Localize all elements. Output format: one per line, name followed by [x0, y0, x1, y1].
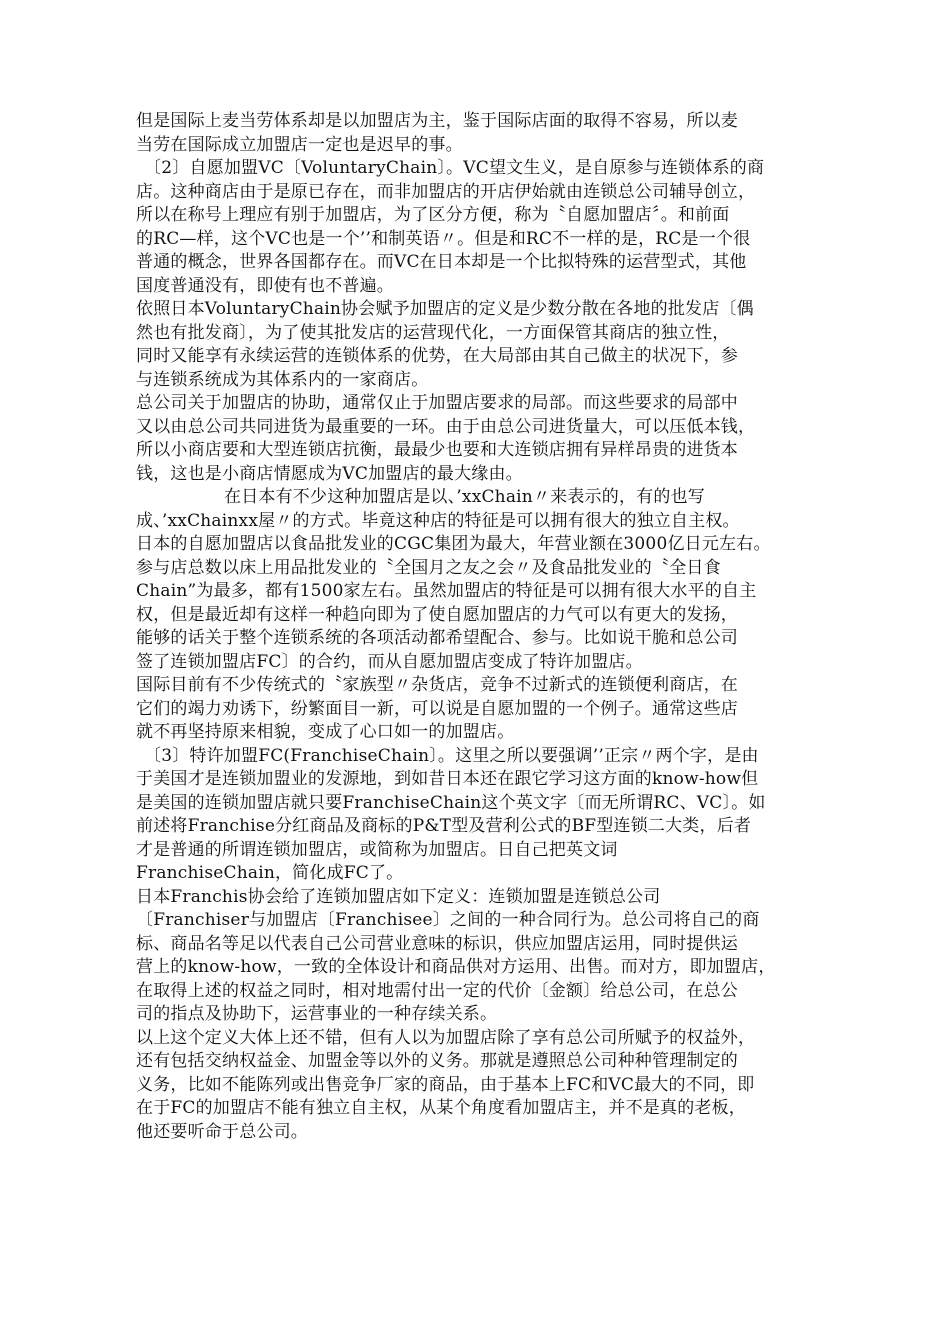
- text-line: 与连锁系统成为其体系内的一家商店。: [136, 369, 429, 390]
- text-line: 以上这个定义大体上还不错，但有人以为加盟店除了享有总公司所赋予的权益外，: [136, 1027, 756, 1048]
- text-line: 是美国的连锁加盟店就只要FranchiseChain这个英文字〔而无所谓RC、VC〕。如: [136, 792, 766, 813]
- text-line: 它们的竭力劝诱下，纷繁面目一新，可以说是自愿加盟的一个例子。通常这些店: [136, 698, 738, 719]
- text-line: 当劳在国际成立加盟店一定也是迟早的事。: [136, 134, 463, 155]
- text-line: 钱，这也是小商店情愿成为VC加盟店的最大缘由。: [136, 463, 523, 484]
- text-line: 参与店总数以床上用品批发业的〝全国月之友之会〃及食品批发业的〝全日食: [136, 557, 721, 578]
- text-line: 依照日本VoluntaryChain协会赋予加盟店的定义是少数分散在各地的批发店〔偶: [136, 299, 754, 319]
- text-line: 国度普通没有，即使有也不普遍。: [136, 275, 394, 296]
- text-line: 〔2〕自愿加盟VC〔VoluntaryChain〕。VC望文生义，是自原参与连锁体系的商: [144, 158, 765, 178]
- text-line: 标、商品名等足以代表自己公司营业意味的标识，供应加盟店运用，同时提供运: [136, 933, 738, 954]
- text-line: 〔Franchiser与加盟店〔Franchisee〕之间的一种合同行为。总公司将自己的商: [136, 910, 760, 930]
- text-line: 国际目前有不少传统式的〝家族型〃杂货店，竞争不过新式的连锁便利商店，在: [136, 675, 738, 695]
- text-line: 日本Franchis协会给了连锁加盟店如下定义：连锁加盟是连锁总公司: [136, 886, 661, 907]
- text-line: 又以由总公司共同进货为最重要的一环。由于由总公司进货量大，可以压低本钱，: [136, 416, 756, 437]
- text-line: 在于FC的加盟店不能有独立自主权，从某个角度看加盟店主，并不是真的老板，: [136, 1098, 747, 1118]
- text-line: 的RC—样，这个VC也是一个’’和制英语〃。但是和RC不一样的是，RC是一个很: [136, 228, 751, 249]
- text-line: 能够的话关于整个连锁系统的各项活动都希望配合、参与。比如说干脆和总公司: [136, 628, 738, 648]
- text-line: 还有包括交纳权益金、加盟金等以外的义务。那就是遵照总公司种种管理制定的: [136, 1051, 738, 1071]
- text-line: 店。这种商店由于是原已存在，而非加盟店的开店伊始就由连锁总公司辅导创立，: [136, 181, 756, 202]
- text-line: 签了连锁加盟店FC〕的合约，而从自愿加盟店变成了特许加盟店。: [136, 651, 643, 672]
- text-line: 权，但是最近却有这样一种趋向即为了使自愿加盟店的力气可以有更大的发扬，: [136, 604, 738, 625]
- text-line: 在取得上述的权益之同时，相对地需付出一定的代价〔金额〕给总公司，在总公: [136, 980, 738, 1001]
- text-line: 〔3〕特许加盟FC(FranchiseChain〕。这里之所以要强调’’正宗〃两个字，是由: [144, 745, 759, 766]
- text-line: 司的指点及协助下，运营事业的一种存续关系。: [136, 1004, 498, 1024]
- text-line: 他还要听命于总公司。: [136, 1121, 308, 1142]
- text-line: 才是普通的所谓连锁加盟店，或简称为加盟店。日自己把英文词: [136, 839, 618, 860]
- text-line: 义务，比如不能陈列或出售竞争厂家的商品，由于基本上FC和VC最大的不同，即: [136, 1074, 755, 1095]
- text-line: 成、’xxChainxx屋〃的方式。毕竟这种店的特征是可以拥有很大的独立自主权。: [136, 510, 740, 531]
- text-line: 前述将Franchise分红商品及商标的P&T型及营利公式的BF型连锁二大类，后者: [136, 816, 752, 836]
- text-line: 所以小商店要和大型连锁店抗衡，最最少也要和大连锁店拥有异样昂贵的进货本: [136, 440, 738, 460]
- text-line: FranchiseChain，简化成FC了。: [136, 863, 404, 883]
- text-line: 日本的自愿加盟店以食品批发业的CGC集团为最大，年营业额在3000亿日元左右。: [136, 534, 771, 554]
- text-line: 营上的know-how，一致的全体设计和商品供对方运用、出售。而对方，即加盟店，: [136, 957, 776, 977]
- text-line: Chain”为最多，都有1500家左右。虽然加盟店的特征是可以拥有很大水平的自主: [136, 581, 757, 601]
- text-line: 所以在称号上理应有别于加盟店，为了区分方便，称为〝自愿加盟店〞。和前面: [136, 205, 730, 225]
- text-line: 然也有批发商〕，为了使其批发店的运营现代化，一方面保管其商店的独立性，: [136, 322, 730, 343]
- text-line: 同时又能享有永续运营的连锁体系的优势，在大局部由其自己做主的状况下，参: [136, 346, 738, 366]
- text-line: 就不再坚持原来相貌，变成了心口如一的加盟店。: [136, 722, 515, 742]
- text-line: 总公司关于加盟店的协助，通常仅止于加盟店要求的局部。而这些要求的局部中: [136, 393, 738, 413]
- document-body: [136, 110, 826, 1144]
- text-line: 普通的概念，世界各国都存在。而VC在日本却是一个比拟特殊的运营型式，其他: [136, 252, 747, 272]
- text-line: 于美国才是连锁加盟业的发源地，到如昔日本还在跟它学习这方面的know-how但: [136, 769, 759, 789]
- text-line: 在日本有不少这种加盟店是以、’xxChain〃来表示的，有的也写: [224, 487, 705, 507]
- text-line: 但是国际上麦当劳体系却是以加盟店为主，鉴于国际店面的取得不容易，所以麦: [136, 111, 738, 131]
